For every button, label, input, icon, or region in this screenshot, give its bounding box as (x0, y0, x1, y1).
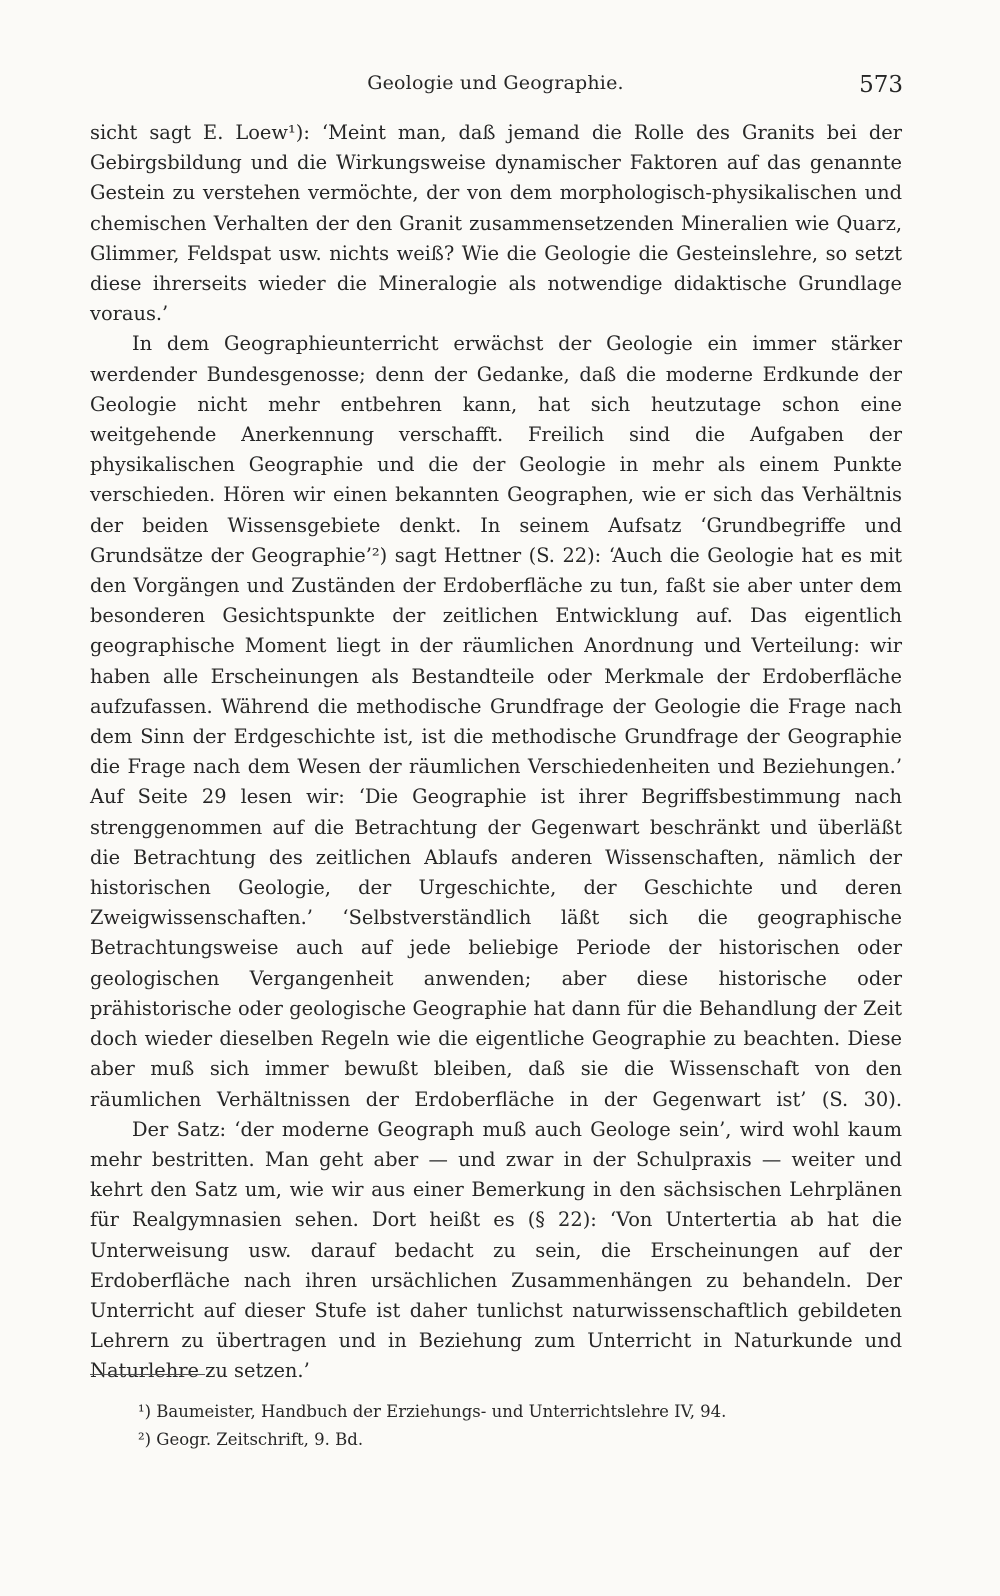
body-text (90, 118, 902, 1387)
paragraph-2: In dem Geographieunterricht erwächst der Geologie ein immer stärker werdender Bundesgenosse; denn der Gedanke, daß die moderne Erdkunde der Geologie nicht mehr entbehren kann, hat sich heutzutage schon eine weitgehende Anerkennung verschafft. Freilich sind die Aufgaben der physikalischen Geographie und die der Geologie in mehr als einem Punkte verschieden. Hören wir einen bekannten Geographen, wie er sich das Verhältnis der beiden Wissensgebiete denkt. In seinem Aufsatz ‘Grundbegriffe und Grundsätze der Geographie’²) sagt Hettner (S. 22): ‘Auch die Geologie hat es mit den Vorgängen und Zuständen der Erdoberfläche zu tun, faßt sie aber unter dem besonderen Gesichtspunkte der zeitlichen Entwicklung auf. Das eigentlich geographische Moment liegt in der räumlichen Anordnung und Verteilung: wir haben alle Erscheinungen als Bestandteile oder Merkmale der Erdoberfläche aufzufassen. Während die methodische Grundfrage der Geologie die Frage nach dem Sinn der Erdgeschichte ist, ist die methodische Grundfrage der Geographie die Frage nach dem Wesen der räumlichen Verschiedenheiten und Beziehungen.’ Auf Seite 29 lesen wir: ‘Die Geographie ist ihrer Begriffsbestimmung nach strenggenommen auf die Betrachtung der Gegenwart beschränkt und überläßt die Betrachtung des zeitlichen Ablaufs anderen Wissenschaften, nämlich der historischen Geologie, der Urgeschichte, der Geschichte und deren Zweigwissenschaften.’ ‘Selbstverständlich läßt sich die geographische Betrachtungsweise auch auf jede beliebige Periode der historischen oder geologischen Vergangenheit anwenden; aber diese historische oder prähistorische oder geologische Geographie hat dann für die Behandlung der Zeit doch wieder dieselben Regeln wie die eigentliche Geographie zu beachten. Diese aber muß sich immer bewußt bleiben, daß sie die Wissenschaft von den räumlichen Verhältnissen der Erdoberfläche in der Gegenwart ist’ (S. 30). (90, 332, 902, 1111)
footnote-2: ²) Geogr. Zeitschrift, 9. Bd. (138, 1430, 364, 1449)
running-head (88, 72, 903, 102)
footnotes (138, 1398, 898, 1454)
page-number: 573 (859, 72, 903, 98)
running-title: Geologie und Geographie. (367, 72, 624, 94)
paragraph-1: sicht sagt E. Loew¹): ‘Meint man, daß jemand die Rolle des Granits bei der Gebirgsbildung und die Wirkungsweise dynamischer Faktoren auf das genannte Gestein zu verstehen vermöchte, der von dem morphologisch-physikalischen und chemischen Verhalten der den Granit zusammensetzenden Mineralien wie Quarz, Glimmer, Feldspat usw. nichts weiß? Wie die Geologie die Gesteinslehre, so setzt diese ihrerseits wieder die Mineralogie als notwendige didaktische Grundlage voraus.’ (90, 121, 902, 326)
footnote-1: ¹) Baumeister, Handbuch der Erziehungs- und Unterrichtslehre IV, 94. (138, 1402, 727, 1421)
footnote-rule (90, 1374, 205, 1375)
paragraph-3: Der Satz: ‘der moderne Geograph muß auch Geologe sein’, wird wohl kaum mehr bestritten. Man geht aber — und zwar in der Schulpraxis — weiter und kehrt den Satz um, wie wir aus einer Bemerkung in den sächsischen Lehrplänen für Realgymnasien sehen. Dort heißt es (§ 22): ‘Von Untertertia ab hat die Unterweisung usw. darauf bedacht zu sein, die Erscheinungen auf der Erdoberfläche nach ihren ursächlichen Zusammenhängen zu behandeln. Der Unterricht auf dieser Stufe ist daher tunlichst naturwissenschaftlich gebildeten Lehrern zu übertragen und in Beziehung zum Unterricht in Naturkunde und Naturlehre zu setzen.’ (90, 1117, 902, 1383)
